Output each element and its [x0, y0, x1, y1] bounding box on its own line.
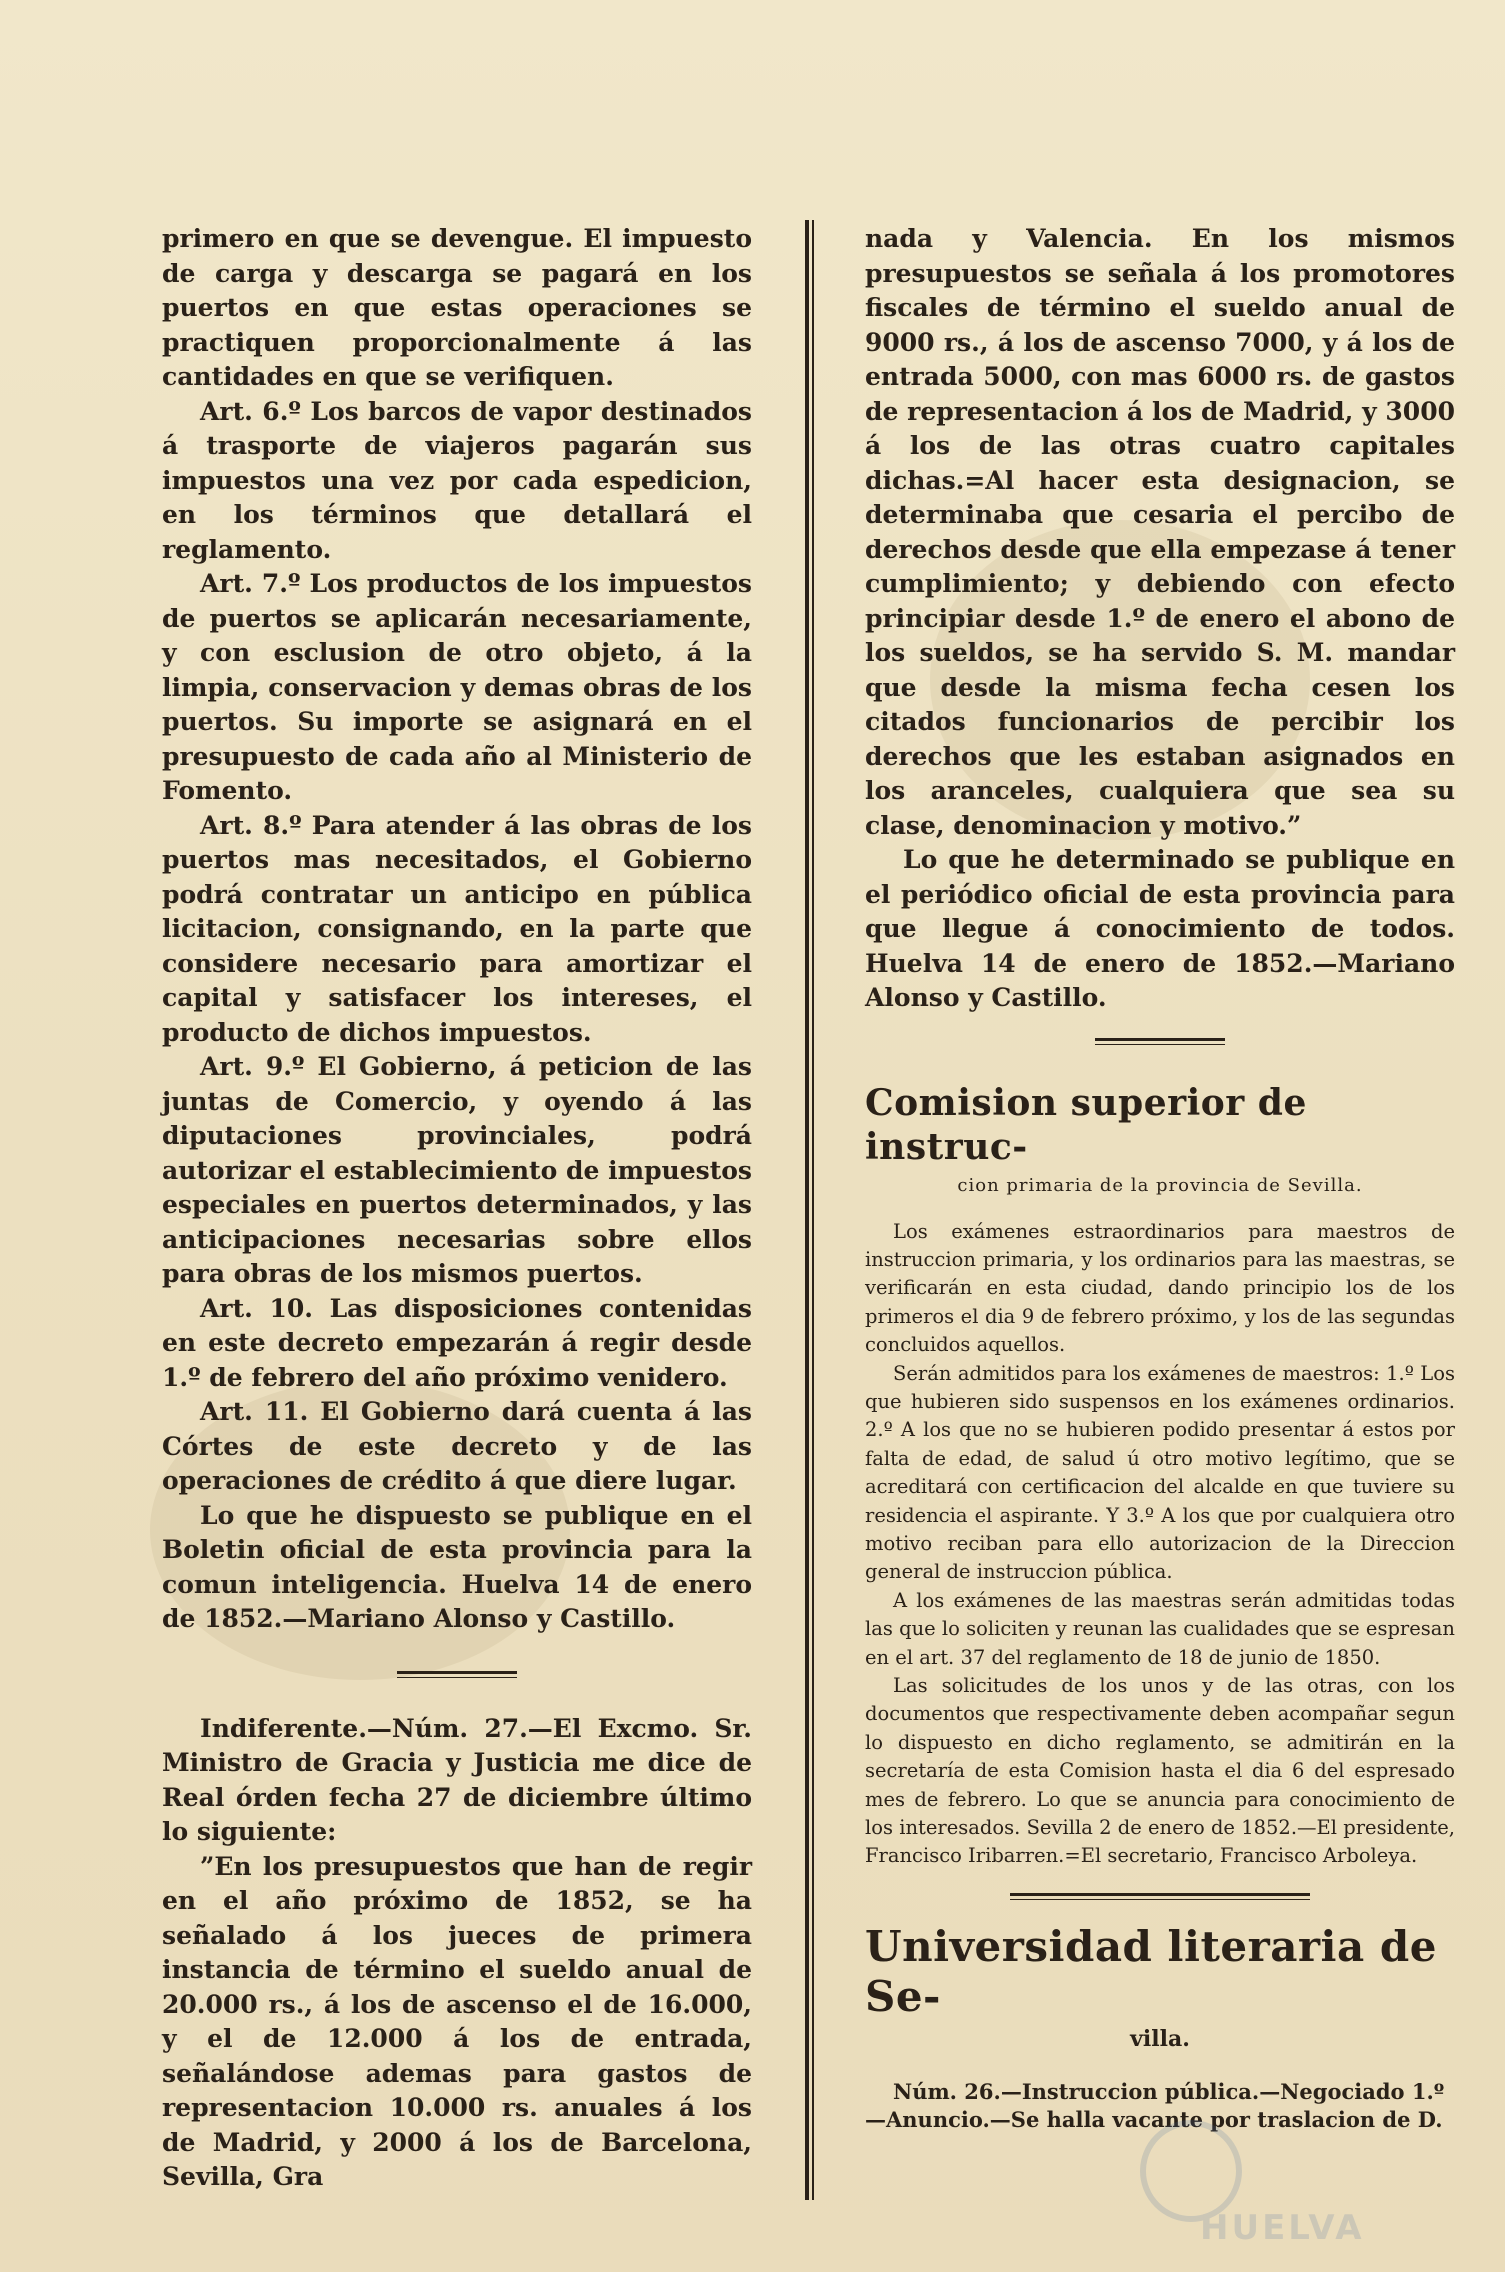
paragraph: Art. 6.º Los barcos de vapor destinados á trasporte de viajeros pagarán sus impuestos una vez por cada espedicion, en los términos que detallará el reglamento.: [162, 396, 752, 564]
right-column: [865, 222, 1455, 2135]
column-rule-thin: [812, 220, 814, 2200]
left-column: [162, 222, 752, 2195]
paragraph: Indiferente.—Núm. 27.—El Excmo. Sr. Ministro de Gracia y Justicia me dice de Real órden fecha 27 de diciembre último lo siguiente:: [162, 1713, 752, 1846]
watermark-emblem-icon: [1140, 2120, 1242, 2222]
comision-notice: [865, 1218, 1455, 1871]
universidad-subheading: villa.: [1130, 2025, 1190, 2052]
paragraph: Art. 9.º El Gobierno, á peticion de las juntas de Comercio, y oyendo á las diputaciones provinciales, podrá autorizar el establecimiento de impuestos especiales en puertos determinados, y las anticipaciones necesarias sobre ellos para obras de los mismos puertos.: [162, 1052, 752, 1288]
paragraph: Serán admitidos para los exámenes de maestros: 1.º Los que hubieren sido suspensos en los exámenes ordinarios. 2.º A los que no se hubieren podido presentar á estos por falta de edad, de salud ú otro motivo legítimo, que se acreditará con certificacion del alcalde en que tuviere su residencia el aspirante. Y 3.º A los que por cualquiera otro motivo reciban para ello autorizacion de la Direccion general de instruccion pública.: [865, 1361, 1455, 1584]
paragraph: Art. 7.º Los productos de los impuestos de puertos se aplicarán necesariamente, y con esclusion de otro objeto, á la limpia, conservacion y demas obras de los puertos. Su importe se asignará en el presupuesto de cada año al Ministerio de Fomento.: [162, 569, 752, 805]
paragraph: Lo que he dispuesto se publique en el Boletin oficial de esta provincia para la comun inteligencia. Huelva 14 de enero de 1852.—Mariano Alonso y Castillo.: [162, 1500, 752, 1633]
column-rule: [805, 220, 809, 2200]
paragraph: —Anuncio.—Se halla vacante por traslacion de D.: [865, 2107, 1443, 2133]
universidad-heading: Universidad literaria de Se-: [865, 1921, 1437, 2021]
section-separator: [1095, 1038, 1225, 1045]
right-column-continuation: [865, 222, 1455, 1016]
paragraph: Art. 11. El Gobierno dará cuenta á las Córtes de este decreto y de las operaciones de crédito á que diere lugar.: [162, 1397, 752, 1495]
paragraph: Art. 10. Las disposiciones contenidas en este decreto empezarán á regir desde 1.º de febrero del año próximo venidero.: [162, 1293, 752, 1392]
section-separator: [397, 1671, 517, 1678]
paragraph: Las solicitudes de los unos y de las otras, con los documentos que respectivamente deben acompañar segun lo dispuesto en dicho reglamento, se admitirán en la secretaría de esta Comision hasta el dia 6 del espresado mes de febrero. Lo que se anuncia para conocimiento de los interesados. Sevilla 2 de enero de 1852.—El presidente, Francisco Iribarren.=El secretario, Francisco Arboleya.: [865, 1674, 1455, 1868]
paragraph: Art. 8.º Para atender á las obras de los puertos mas necesitados, el Gobierno podrá contratar un anticipo en pública licitacion, consignando, en la parte que considere necesario para amortizar el capital y satisfacer los intereses, el producto de dichos impuestos.: [162, 810, 752, 1047]
paragraph: Núm. 26.—Instruccion pública.—Negociado 1.º: [893, 2078, 1445, 2104]
paragraph: Los exámenes estraordinarios para maestros de instruccion primaria, y los ordinarios para las maestras, se verificarán en esta ciudad, dando principio los de los primeros el dia 9 de febrero próximo, y los de las segundas concluidos aquellos.: [865, 1219, 1455, 1357]
paragraph: Lo que he determinado se publique en el periódico oficial de esta provincia para que llegue á conocimiento de todos. Huelva 14 de enero de 1852.—Mariano Alonso y Castillo.: [865, 845, 1455, 1012]
paragraph: ”En los presupuestos que han de regir en el año próximo de 1852, se ha señalado á los jueces de primera instancia de término el sueldo anual de 20.000 rs., á los de ascenso el de 16.000, y el de 12.000 á los de entrada, señalándose ademas para gastos de representacion 10.000 rs. anuales á los de Madrid, y 2000 á los de Barcelona, Sevilla, Gra: [162, 1851, 752, 2191]
archive-watermark: [1130, 2120, 1460, 2270]
section-separator: [1010, 1893, 1310, 1900]
watermark-text: HUELVA: [1200, 2208, 1365, 2248]
paragraph: A los exámenes de las maestras serán admitidas todas las que lo soliciten y reunan las cualidades que se espresan en el art. 37 del reglamento de 18 de junio de 1850.: [865, 1588, 1455, 1669]
paragraph: nada y Valencia. En los mismos presupuestos se señala á los promotores fiscales de término el sueldo anual de 9000 rs., á los de ascenso 7000, y á los de entrada 5000, con mas 6000 rs. de gastos de representacion á los de Madrid, y 3000 á los de las otras cuatro capitales dichas.=Al hacer esta designacion, se determinaba que cesaria el percibo de derechos desde que ella empezase á tener cumplimiento; y debiendo con efecto principiar desde 1.º de enero el abono de los sueldos, se ha servido S. M. mandar que desde la misma fecha cesen los citados funcionarios de percibir los derechos que les estaban asignados en los aranceles, cualquiera que sea su clase, denominacion y motivo.”: [865, 224, 1455, 840]
paragraph: primero en que se devengue. El impuesto de carga y descarga se pagará en los puertos en que estas operaciones se practiquen proporcionalmente á las cantidades en que se verifiquen.: [162, 224, 752, 391]
comision-heading: Comision superior de instruc-: [865, 1081, 1307, 1168]
comision-subheading: cion primaria de la provincia de Sevilla.: [957, 1174, 1363, 1196]
